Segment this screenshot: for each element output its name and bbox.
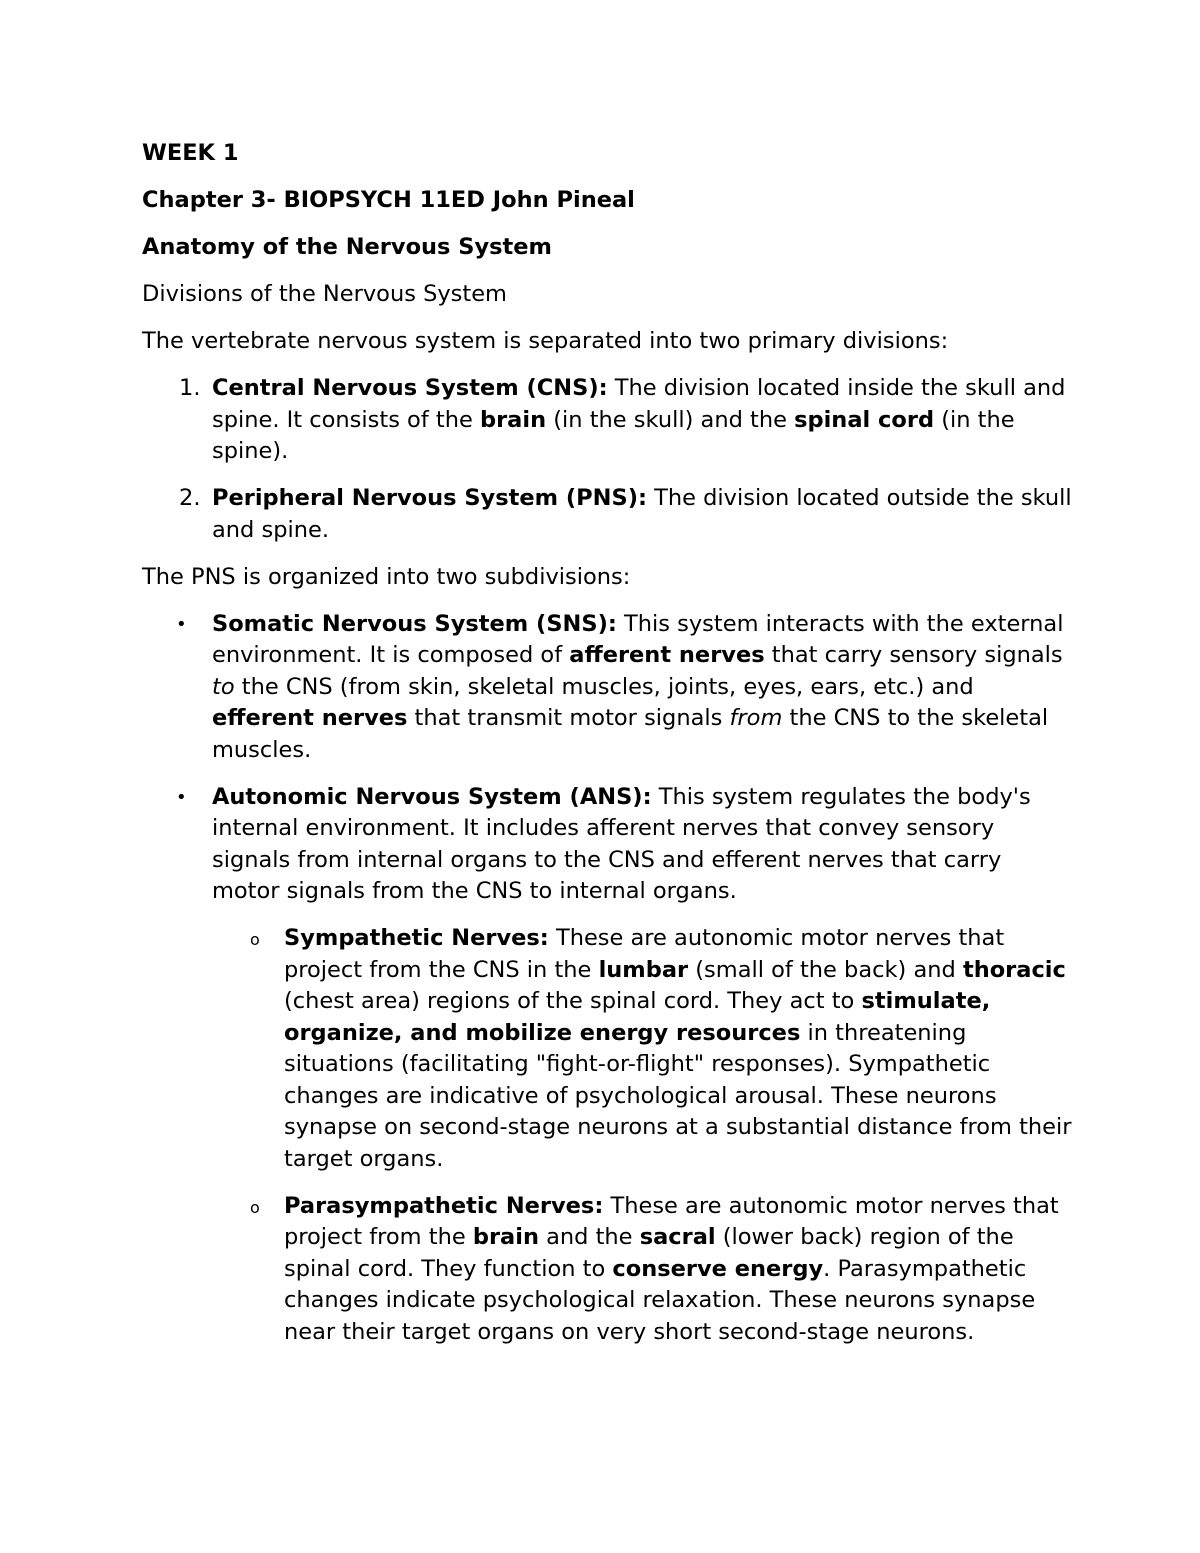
emphasis-to: to — [212, 673, 235, 700]
document-page — [142, 138, 1072, 1364]
divisions-heading: Divisions of the Nervous System — [142, 281, 507, 307]
list-item-pns — [142, 483, 1072, 546]
text-span: (in the spine). — [212, 406, 1015, 464]
term-stimulate: stimulate, organize, and mobilize energy resources — [284, 988, 991, 1046]
bullet-icon: • — [176, 786, 187, 808]
term-lumbar: lumbar — [598, 956, 689, 983]
divisions-list — [142, 373, 1072, 546]
list-item-cns — [142, 373, 1072, 468]
text-span: . Parasympathetic changes indicate psychological relaxation. These neurons synapse near their target organs on very short second-stage neurons. — [284, 1255, 1036, 1345]
section-heading: Anatomy of the Nervous System — [142, 234, 552, 260]
bullet-icon: • — [176, 613, 187, 635]
text-span: and the — [538, 1224, 640, 1250]
list-number: 2. — [179, 485, 201, 511]
circle-bullet-icon: o — [250, 1197, 260, 1217]
term-somatic: Somatic Nervous System (SNS): — [212, 610, 617, 637]
term-spinal-cord: spinal cord — [794, 406, 935, 433]
text-span: (small of the back) and — [688, 956, 963, 983]
list-number: 1. — [179, 375, 201, 401]
text-span: that carry sensory signals — [764, 642, 1063, 668]
circle-bullet-icon: o — [250, 930, 260, 949]
list-item-autonomic — [142, 782, 1072, 1349]
ans-subdivisions-list — [212, 923, 1072, 1348]
term-conserve-energy: conserve energy — [612, 1255, 824, 1282]
term-afferent: afferent nerves — [569, 642, 765, 668]
list-item-somatic — [142, 609, 1072, 767]
text-span: (chest area) regions of the spinal cord. They act to — [284, 988, 862, 1014]
text-span: the CNS (from skin, skeletal muscles, joints, eyes, ears, etc.) and — [234, 673, 974, 700]
text-span: These are autonomic motor nerves that project from the — [284, 1192, 1059, 1250]
text-span: (in the skull) and the — [546, 406, 795, 433]
term-efferent: efferent nerves — [212, 705, 408, 731]
emphasis-from: from — [729, 705, 783, 731]
list-item-sympathetic — [212, 923, 1072, 1175]
text-span: The division located inside the skull and spine. It consists of the — [212, 375, 1066, 433]
term-brain-para: brain — [472, 1224, 539, 1250]
text-span: These are autonomic motor nerves that project from the CNS in the — [284, 925, 1005, 983]
text-span: (lower back) region of the spinal cord. They function to — [284, 1224, 1014, 1282]
term-thoracic: thoracic — [962, 956, 1066, 983]
text-span: the CNS to the skeletal muscles. — [212, 705, 1049, 763]
term-cns: Central Nervous System (CNS): — [212, 375, 608, 401]
text-span: This system interacts with the external environment. It is composed of — [212, 610, 1064, 668]
text-span: This system regulates the body's internal environment. It includes afferent nerves that convey sensory signals from internal organs to the CNS and efferent nerves that carry motor signals from the CNS to internal organs. — [212, 783, 1031, 904]
term-autonomic: Autonomic Nervous System (ANS): — [212, 783, 652, 810]
pns-subdivisions-list — [142, 609, 1072, 1349]
term-sympathetic: Sympathetic Nerves: — [284, 925, 549, 951]
pns-intro-paragraph: The PNS is organized into two subdivisions: — [142, 563, 631, 590]
term-brain: brain — [479, 406, 547, 433]
text-span: The division located outside the skull and spine. — [212, 485, 1072, 543]
term-parasympathetic: Parasympathetic Nerves: — [284, 1192, 604, 1219]
term-sacral: sacral — [639, 1224, 716, 1250]
term-pns: Peripheral Nervous System (PNS): — [212, 485, 647, 511]
week-heading: WEEK 1 — [142, 140, 239, 166]
list-item-parasympathetic — [212, 1191, 1072, 1349]
text-span: that transmit motor signals — [407, 705, 730, 731]
intro-paragraph: The vertebrate nervous system is separated into two primary divisions: — [142, 328, 949, 354]
text-span: in threatening situations (facilitating "fight-or-flight" responses). Sympathetic changes are indicative of psychological arousal. These neurons synapse on second-stage neurons at a substantial distance from their target organs. — [284, 1019, 1072, 1172]
chapter-heading: Chapter 3- BIOPSYCH 11ED John Pineal — [142, 187, 635, 213]
